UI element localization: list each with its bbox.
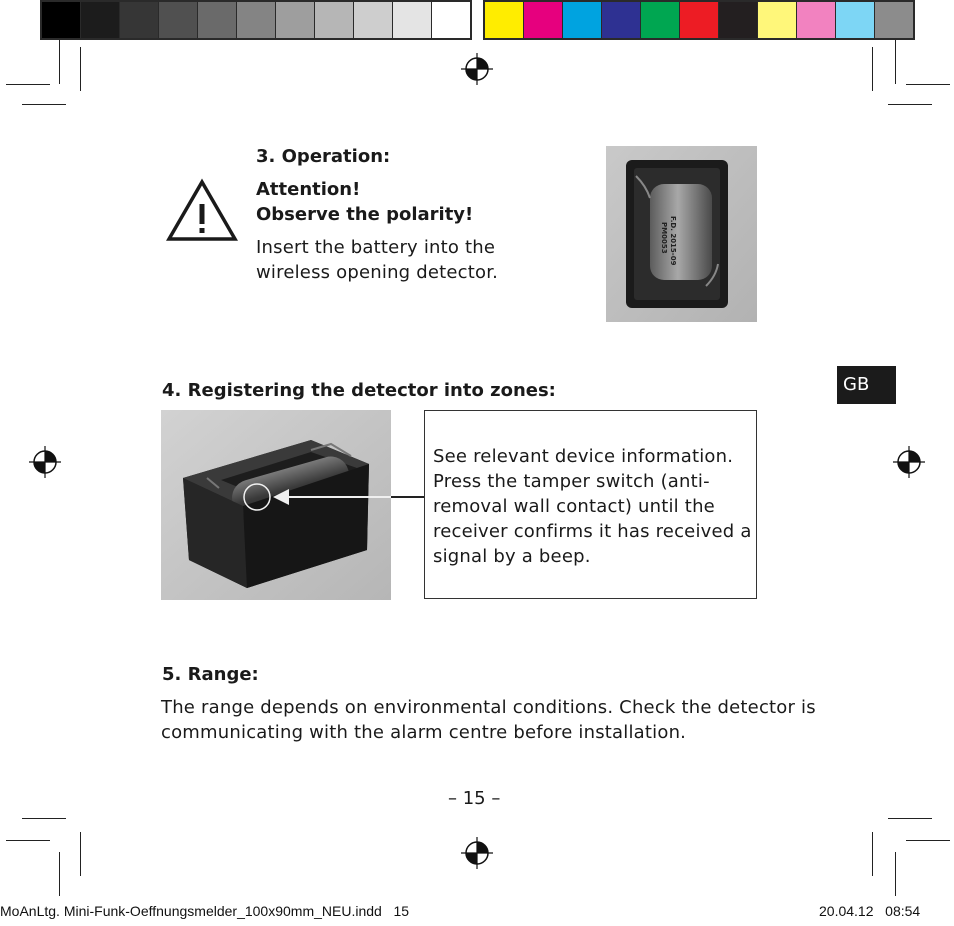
gray-swatch — [198, 2, 237, 38]
process-swatch — [836, 2, 875, 38]
language-tab: GB — [837, 366, 896, 404]
page-number: – 15 – — [448, 788, 501, 809]
battery-instruction-line-2: wireless opening detector. — [256, 262, 499, 283]
attention-text: Attention! — [256, 179, 361, 200]
gray-swatch — [393, 2, 432, 38]
process-swatch — [680, 2, 719, 38]
crop-mark — [888, 818, 932, 819]
footer-file-name: MoAnLtg. Mini-Funk-Oeffnungsmelder_100x90mm_NEU.indd 15 — [0, 903, 410, 919]
range-text-line-1: The range depends on environmental conditions. Check the detector is — [161, 697, 816, 718]
footer-date-time: 20.04.12 08:54 — [819, 903, 921, 919]
crop-mark — [872, 832, 873, 876]
process-swatch — [875, 2, 913, 38]
process-swatch — [563, 2, 602, 38]
battery-photo — [606, 146, 757, 322]
gray-swatch — [42, 2, 81, 38]
section-5-heading: 5. Range: — [162, 664, 259, 685]
crop-mark — [888, 104, 932, 105]
gray-swatch — [81, 2, 120, 38]
process-color-bar — [483, 0, 915, 40]
process-swatch — [524, 2, 563, 38]
callout-line: removal wall contact) until the — [433, 496, 715, 517]
process-swatch — [719, 2, 758, 38]
crop-mark — [80, 47, 81, 91]
crop-mark — [59, 852, 60, 896]
process-swatch — [602, 2, 641, 38]
battery-photo-drawing — [606, 146, 757, 322]
crop-mark — [59, 40, 60, 84]
callout-line: Press the tamper switch (anti- — [433, 471, 710, 492]
callout-connector-line — [391, 496, 425, 498]
grayscale-color-bar — [40, 0, 472, 40]
crop-mark — [895, 852, 896, 896]
process-swatch — [485, 2, 524, 38]
battery-instruction-line-1: Insert the battery into the — [256, 237, 496, 258]
crop-mark — [80, 832, 81, 876]
detector-photo — [161, 410, 391, 600]
callout-line: See relevant device information. — [433, 446, 734, 467]
process-swatch — [758, 2, 797, 38]
section-3-heading: 3. Operation: — [256, 146, 391, 167]
gray-swatch — [159, 2, 198, 38]
gray-swatch — [315, 2, 354, 38]
crop-mark — [872, 47, 873, 91]
crop-mark — [906, 84, 950, 85]
registration-mark-icon — [892, 445, 926, 479]
gray-swatch — [237, 2, 276, 38]
process-swatch — [797, 2, 836, 38]
tamper-switch-callout — [424, 410, 757, 599]
section-4-heading: 4. Registering the detector into zones: — [162, 380, 556, 401]
crop-mark — [6, 84, 50, 85]
gray-swatch — [432, 2, 470, 38]
process-swatch — [641, 2, 680, 38]
range-text-line-2: communicating with the alarm centre before installation. — [161, 722, 687, 743]
crop-mark — [895, 40, 896, 84]
registration-mark-icon — [460, 836, 494, 870]
battery-label-line-1: PM0053 — [660, 222, 668, 254]
gray-swatch — [120, 2, 159, 38]
callout-line: receiver confirms it has received a — [433, 521, 752, 542]
warning-triangle-icon — [166, 178, 238, 242]
polarity-text: Observe the polarity! — [256, 204, 474, 225]
detector-photo-drawing — [161, 410, 391, 600]
crop-mark — [22, 818, 66, 819]
battery-label-line-2: F.D. 2015-09 — [669, 216, 677, 266]
registration-mark-icon — [460, 52, 494, 86]
crop-mark — [22, 104, 66, 105]
gray-swatch — [354, 2, 393, 38]
registration-mark-icon — [28, 445, 62, 479]
crop-mark — [6, 840, 50, 841]
crop-mark — [906, 840, 950, 841]
gray-swatch — [276, 2, 315, 38]
callout-line: signal by a beep. — [433, 546, 591, 567]
